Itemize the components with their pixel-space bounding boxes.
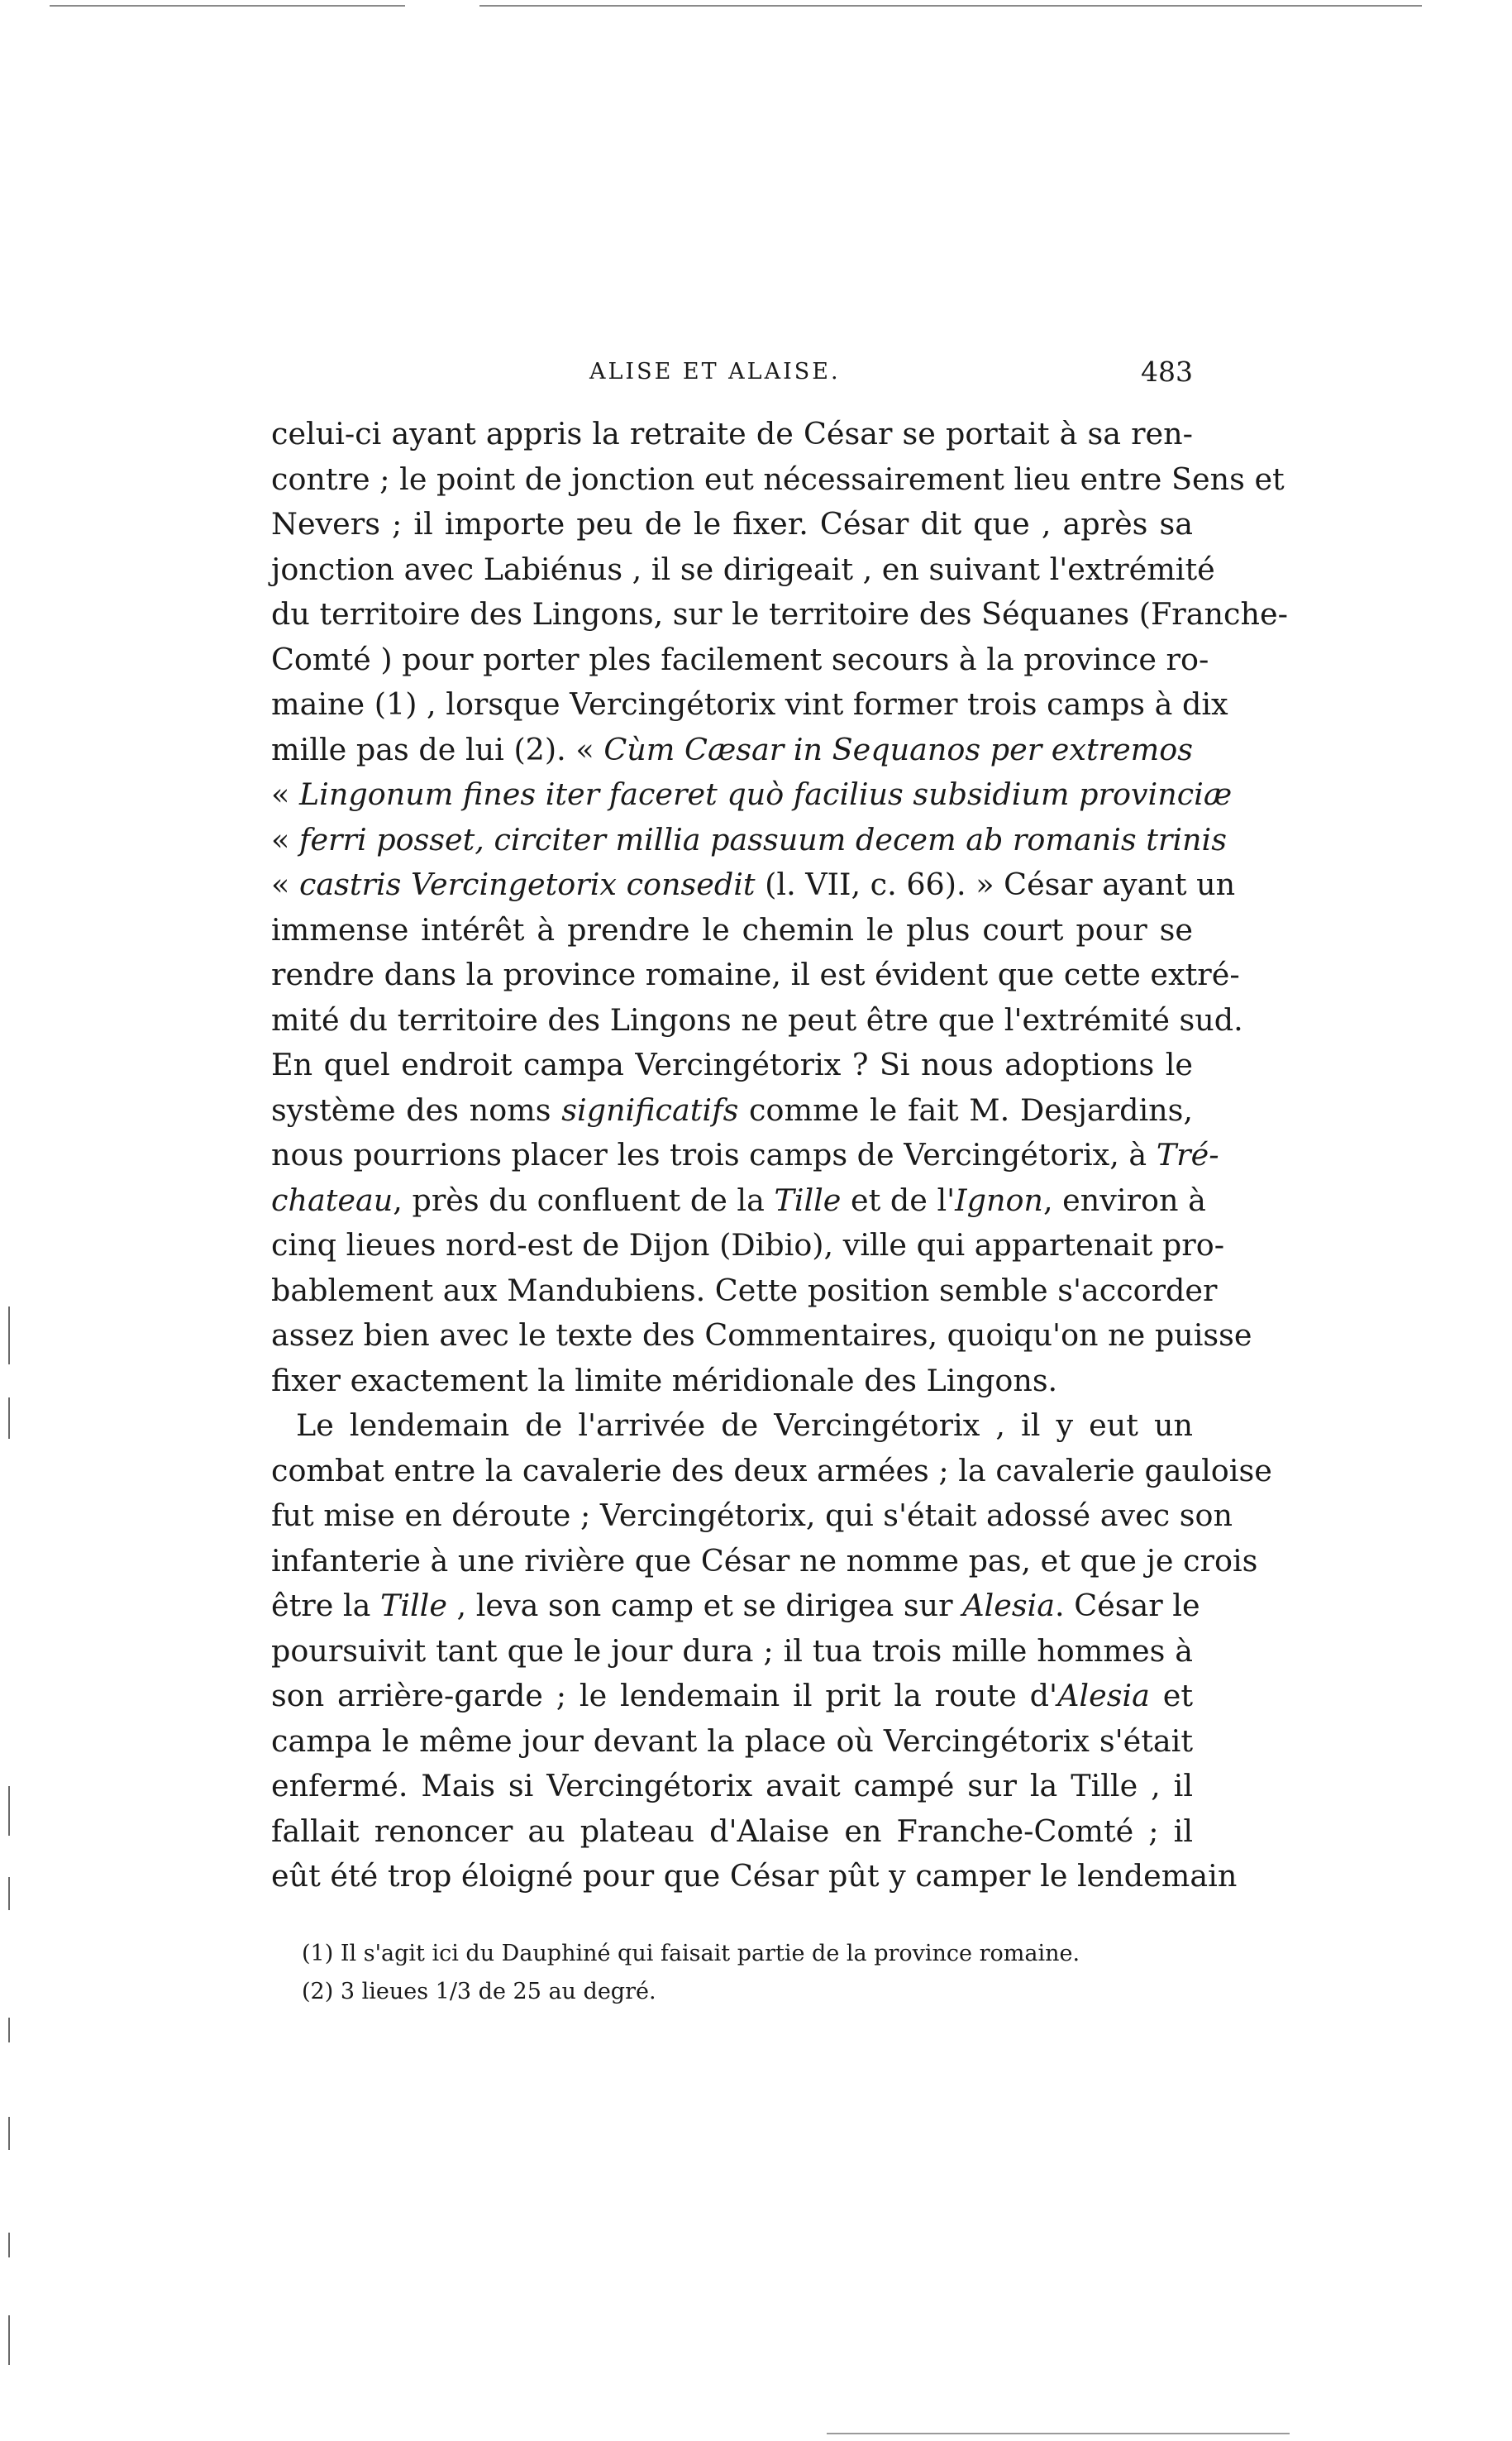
text-line: nous pourrions placer les trois camps de Vercingétorix, à Tré- xyxy=(271,1137,1219,1173)
text-line: rendre dans la province romaine, il est évident que cette extré- xyxy=(271,957,1240,992)
text-line: Le lendemain de l'arrivée de Vercingétorix , il y eut un xyxy=(296,1407,1193,1443)
text-line: celui-ci ayant appris la retraite de César se portait à sa ren- xyxy=(271,416,1193,451)
text-line: mité du territoire des Lingons ne peut être que l'extrémité sud. xyxy=(271,1001,1243,1038)
text-line: Comté ) pour porter ples facilement secours à la province ro- xyxy=(271,641,1209,677)
text-line: immense intérêt à prendre le chemin le plus court pour se xyxy=(271,911,1193,948)
margin-tick xyxy=(8,2018,10,2042)
margin-tick xyxy=(8,1786,10,1836)
text-line: fixer exactement la limite méridionale des Lingons. xyxy=(271,1362,1058,1398)
text-line: Nevers ; il importe peu de le fixer. César dit que , après sa xyxy=(271,506,1193,542)
top-scan-rule xyxy=(50,5,405,7)
text-line: bablement aux Mandubiens. Cette position semble s'accorder xyxy=(271,1272,1218,1308)
footnotes xyxy=(302,1935,1193,2011)
text-line: « ferri posset, circiter millia passuum decem ab romanis trinis xyxy=(271,821,1227,857)
text-line: son arrière-garde ; le lendemain il prit la route d'Alesia et xyxy=(271,1678,1193,1713)
text-line: combat entre la cavalerie des deux armées ; la cavalerie gauloise xyxy=(271,1452,1272,1488)
text-line: « castris Vercingetorix consedit (l. VII, c. 66). » César ayant un xyxy=(271,867,1236,902)
latin-quote: castris Vercingetorix consedit xyxy=(298,867,756,902)
latin-quote: Lingonum fines iter faceret quò facilius subsidium provinciæ xyxy=(298,776,1233,812)
latin-quote: ferri posset, circiter millia passuum decem ab romanis trinis xyxy=(298,821,1227,857)
margin-tick xyxy=(8,2117,10,2150)
text-line: eût été trop éloigné pour que César pût y camper le lendemain xyxy=(271,1858,1238,1894)
bottom-scan-rule xyxy=(827,2433,1290,2434)
page-number: 483 xyxy=(1141,356,1193,388)
main-text xyxy=(271,412,1288,1899)
text-line: poursuivit tant que le jour dura ; il tua trois mille hommes à xyxy=(271,1632,1193,1669)
text-line: être la Tille , leva son camp et se dirigea sur Alesia. César le xyxy=(271,1588,1200,1623)
text-line: campa le même jour devant la place où Vercingétorix s'était xyxy=(271,1722,1193,1759)
top-scan-rule-2 xyxy=(479,5,1422,7)
text-line: jonction avec Labiénus , il se dirigeait , en suivant l'extrémité xyxy=(271,551,1215,587)
text-line: système des noms significatifs comme le fait M. Desjardins, xyxy=(271,1092,1193,1128)
latin-quote: Cùm Cæsar in Sequanos per extremos xyxy=(603,731,1193,767)
text-line: fut mise en déroute ; Vercingétorix, qui s'était adossé avec son xyxy=(271,1498,1233,1533)
footnote-1: (1) Il s'agit ici du Dauphiné qui faisait partie de la province romaine. xyxy=(302,1941,1080,1966)
running-title: ALISE ET ALAISE. xyxy=(589,359,841,385)
margin-tick xyxy=(8,2315,10,2365)
text-line: infanterie à une rivière que César ne nomme pas, et que je crois xyxy=(271,1542,1258,1579)
text-line: chateau, près du confluent de la Tille et de l'Ignon, environ à xyxy=(271,1182,1206,1218)
margin-tick xyxy=(8,1397,10,1439)
text-line: contre ; le point de jonction eut nécessairement lieu entre Sens et xyxy=(271,461,1285,497)
margin-tick xyxy=(8,1877,10,1910)
text-line: enfermé. Mais si Vercingétorix avait campé sur la Tille , il xyxy=(271,1768,1193,1803)
page-header xyxy=(271,356,1193,405)
margin-tick xyxy=(8,2233,10,2257)
text-line: fallait renoncer au plateau d'Alaise en Franche-Comté ; il xyxy=(271,1813,1193,1849)
text-line: mille pas de lui (2). « Cùm Cæsar in Sequanos per extremos xyxy=(271,731,1193,767)
text-line: du territoire des Lingons, sur le territoire des Séquanes (Franche- xyxy=(271,596,1288,632)
text-line: « Lingonum fines iter faceret quò facilius subsidium provinciæ xyxy=(271,776,1233,812)
text-line: maine (1) , lorsque Vercingétorix vint former trois camps à dix xyxy=(271,686,1228,722)
text-line: cinq lieues nord-est de Dijon (Dibio), ville qui appartenait pro- xyxy=(271,1227,1225,1263)
footnote-2: (2) 3 lieues 1/3 de 25 au degré. xyxy=(302,1979,656,2004)
text-line: assez bien avec le texte des Commentaires, quoiqu'on ne puisse xyxy=(271,1317,1252,1353)
text-line: En quel endroit campa Vercingétorix ? Si nous adoptions le xyxy=(271,1047,1193,1082)
margin-tick xyxy=(8,1306,10,1364)
